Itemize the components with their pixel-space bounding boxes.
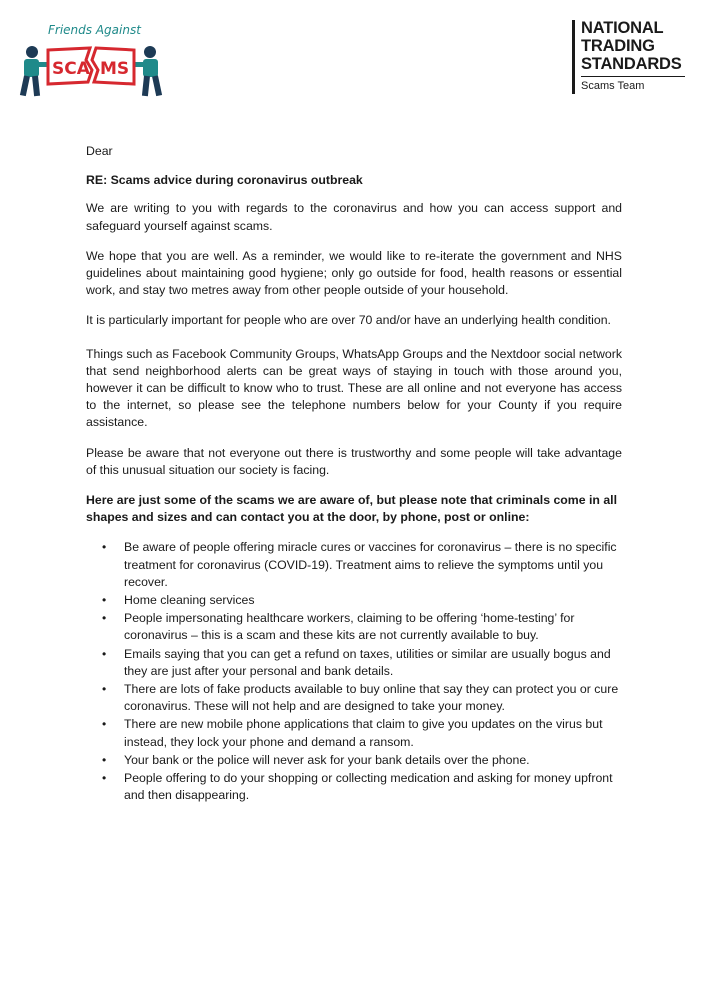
subject-line: RE: Scams advice during coronavirus outbreak xyxy=(86,173,363,188)
scams-sign xyxy=(48,48,134,84)
bullet-icon: • xyxy=(102,717,107,732)
paragraph-trust: Please be aware that not everyone out there is trustworthy and some people will take advantage of this unusual situation our society is facing. xyxy=(86,445,622,477)
letter-body xyxy=(86,143,622,806)
scams-list xyxy=(86,539,622,804)
list-item xyxy=(86,539,622,591)
logo-line-standards: STANDARDS xyxy=(581,55,682,73)
list-item-text: Emails saying that you can get a refund on taxes, utilities or similar are usually bogus and they are just after your personal and bank details. xyxy=(124,646,611,678)
list-item xyxy=(86,681,622,715)
list-item xyxy=(86,592,622,609)
logo-rule xyxy=(581,76,685,77)
paragraph-intro: We are writing to you with regards to the coronavirus and how you can access support and safeguard yourself against scams. xyxy=(86,201,622,233)
logo-top-text: Friends Against xyxy=(48,23,141,37)
logo-divider-bar xyxy=(572,20,575,94)
list-item xyxy=(86,610,622,644)
paragraph-guidelines: We hope that you are well. As a reminder, we would like to re-iterate the government and NHS guidelines about maintaining good hygiene; only go outside for food, health reasons or essential work, and stay two metres away from other people outside of your household. xyxy=(86,248,622,298)
national-trading-standards-logo xyxy=(572,18,692,96)
logo-subtitle: Scams Team xyxy=(581,80,645,92)
paragraph-online-groups: Things such as Facebook Community Groups, WhatsApp Groups and the Nextdoor social network that send neighborhood alerts can be great ways of staying in touch with those around you, however it can be difficult to know who to trust. These are all online and not everyone has access to the internet, so please see the telephone numbers below for your County if you require assistance. xyxy=(86,346,622,430)
logo-line-national: NATIONAL xyxy=(581,19,664,37)
list-item-text: Home cleaning services xyxy=(124,593,255,608)
right-person-figure xyxy=(133,46,162,96)
bullet-icon: • xyxy=(102,771,107,786)
list-item-text: Be aware of people offering miracle cures or vaccines for coronavirus – there is no specific treatment for coronavirus (COVID-19). Treatment aims to relieve the symptoms until you recover. xyxy=(124,540,617,589)
list-item xyxy=(86,646,622,680)
list-item xyxy=(86,716,622,750)
logo-line-trading: TRADING xyxy=(581,37,655,55)
sign-right-text: MS xyxy=(100,59,130,79)
bullet-icon: • xyxy=(102,611,107,626)
paragraph-vulnerable: It is particularly important for people who are over 70 and/or have an underlying health condition. xyxy=(86,313,611,328)
salutation: Dear xyxy=(86,144,113,158)
list-item-text: People impersonating healthcare workers, claiming to be offering ‘home-testing’ for coronavirus – this is a scam and these kits are not currently available to buy. xyxy=(124,611,575,643)
list-item-text: Your bank or the police will never ask for your bank details over the phone. xyxy=(124,752,530,767)
bullet-icon: • xyxy=(102,646,107,661)
bullet-icon: • xyxy=(102,540,107,555)
list-item xyxy=(86,752,622,769)
list-item-text: People offering to do your shopping or collecting medication and asking for money upfront and then disappearing. xyxy=(124,771,613,803)
bullet-icon: • xyxy=(102,752,107,767)
bullet-icon: • xyxy=(102,593,107,608)
bullet-icon: • xyxy=(102,682,107,697)
list-item xyxy=(86,770,622,804)
friends-against-scams-logo xyxy=(18,20,164,100)
list-item-text: There are lots of fake products available to buy online that say they can protect you or cure coronavirus. These will not help and are designed to take your money. xyxy=(124,682,619,714)
scams-list-intro: Here are just some of the scams we are aware of, but please note that criminals come in all shapes and sizes and can contact you at the door, by phone, post or online: xyxy=(86,493,618,525)
left-person-figure xyxy=(20,46,49,96)
sign-left-text: SCA xyxy=(52,59,90,79)
list-item-text: There are new mobile phone applications that claim to give you updates on the virus but instead, they lock your phone and demand a ransom. xyxy=(124,717,603,749)
